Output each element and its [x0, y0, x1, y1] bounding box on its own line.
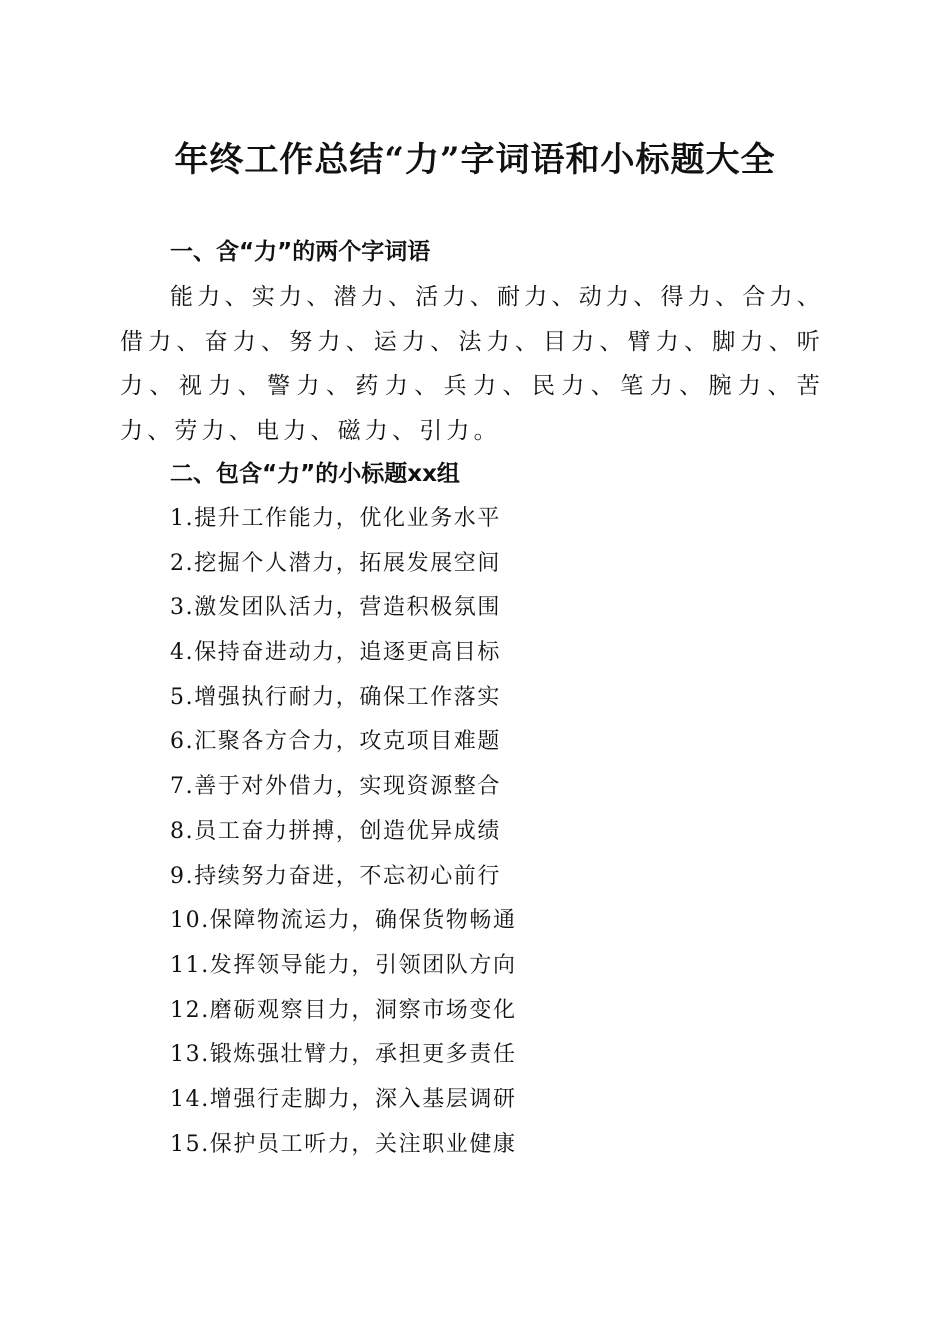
list-item: 13.锻炼强壮臂力，承担更多责任	[170, 1042, 517, 1068]
list-item: 7.善于对外借力，实现资源整合	[170, 774, 501, 800]
list-item: 8.员工奋力拼搏，创造优异成绩	[170, 818, 501, 844]
list-item: 2.挖掘个人潜力，拓展发展空间	[170, 550, 501, 576]
list-item: 14.增强行走脚力，深入基层调研	[170, 1086, 517, 1112]
list-item: 11.发挥领导能力，引领团队方向	[170, 952, 517, 978]
section-heading-subtitles: 二、包含“力”的小标题xx组	[170, 461, 460, 487]
section-heading-two-char-words: 一、含“力”的两个字词语	[170, 239, 431, 265]
list-item: 3.激发团队活力，营造积极氛围	[170, 595, 501, 621]
list-item: 9.持续努力奋进，不忘初心前行	[170, 863, 501, 889]
list-item: 1.提升工作能力，优化业务水平	[170, 506, 501, 531]
subtitle-list	[170, 497, 517, 1167]
list-item: 15.保护员工听力，关注职业健康	[170, 1131, 517, 1157]
page-title: 年终工作总结“力”字词语和小标题大全	[174, 140, 776, 180]
list-item: 5.增强执行耐力，确保工作落实	[170, 684, 501, 710]
list-item: 4.保持奋进动力，追逐更高目标	[170, 640, 501, 666]
list-item: 10.保障物流运力，确保货物畅通	[170, 908, 517, 934]
list-item: 6.汇聚各方合力，攻克项目难题	[170, 729, 501, 755]
word-list-paragraph: 能力、实力、潜力、活力、耐力、动力、得力、合力、借力、奋力、努力、运力、法力、目力、臂力、脚力、听力、视力、警力、药力、兵力、民力、笔力、腕力、苦力、劳力、电力、磁力、引力。	[120, 284, 824, 445]
list-item: 12.磨砺观察目力，洞察市场变化	[170, 997, 517, 1023]
